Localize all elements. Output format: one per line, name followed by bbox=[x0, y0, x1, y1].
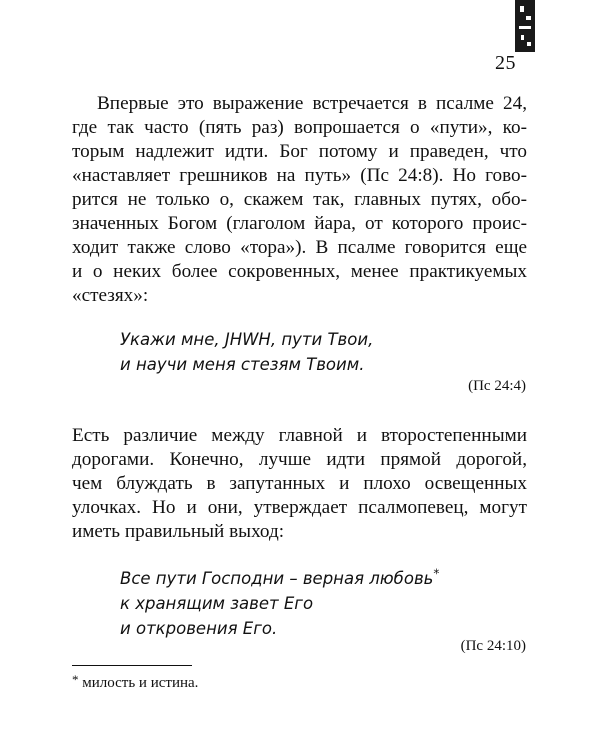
footnote-marker[interactable]: * bbox=[433, 566, 440, 581]
page-number: 25 bbox=[495, 52, 516, 74]
psalm-quote-2 bbox=[120, 566, 439, 641]
text-line: рится не только о, скажем так, главных путях, обо- bbox=[72, 189, 527, 210]
text-line: ходит также слово «тора»). В псалме говорится еще bbox=[72, 237, 527, 258]
text-line: дорогами. Конечно, лучше идти прямой дорогой, bbox=[72, 449, 527, 470]
footnote bbox=[72, 672, 199, 692]
psalm-quote-1 bbox=[120, 327, 373, 377]
paragraph-2 bbox=[72, 424, 527, 544]
footnote-divider bbox=[72, 665, 192, 666]
page-edge-mark bbox=[512, 0, 538, 52]
text-line: где так часто (пять раз) вопрошается о «пути», ко- bbox=[72, 117, 527, 138]
footnote-text: милость и истина. bbox=[82, 675, 199, 691]
text-line: иметь правильный выход: bbox=[72, 521, 285, 542]
footnote-marker: * bbox=[72, 672, 79, 687]
text-line: «стезях»: bbox=[72, 285, 149, 306]
text-line: «наставляет грешников на путь» (Пс 24:8). Но гово- bbox=[72, 165, 527, 186]
text-line: значенных Богом (глаголом йара, от которого проис- bbox=[72, 213, 527, 234]
quote-1-reference: (Пс 24:4) bbox=[468, 378, 526, 394]
quote-line-text: Все пути Господни – верная любовь bbox=[120, 569, 434, 588]
text-line: чем блуждать в запутанных и плохо освещенных bbox=[72, 473, 527, 494]
quote-2-reference: (Пс 24:10) bbox=[460, 638, 526, 654]
quote-line: и откровения Его. bbox=[120, 619, 278, 638]
text-line: торым надлежит идти. Бог потому и праведен, что bbox=[72, 141, 527, 162]
text-line: и о неких более сокровенных, менее практикуемых bbox=[72, 261, 527, 282]
paragraph-1 bbox=[72, 92, 527, 308]
text-line: Впервые это выражение встречается в псалме 24, bbox=[97, 93, 527, 114]
quote-line: Укажи мне, JHWH, пути Твои, bbox=[120, 330, 374, 349]
text-line: Есть различие между главной и второстепенными bbox=[72, 425, 527, 446]
quote-line: к хранящим завет Его bbox=[120, 594, 314, 613]
text-line: улочках. Но и они, утверждает псалмопевец, могут bbox=[72, 497, 527, 518]
quote-line bbox=[120, 566, 439, 591]
quote-line: и научи меня стезям Твоим. bbox=[120, 355, 365, 374]
